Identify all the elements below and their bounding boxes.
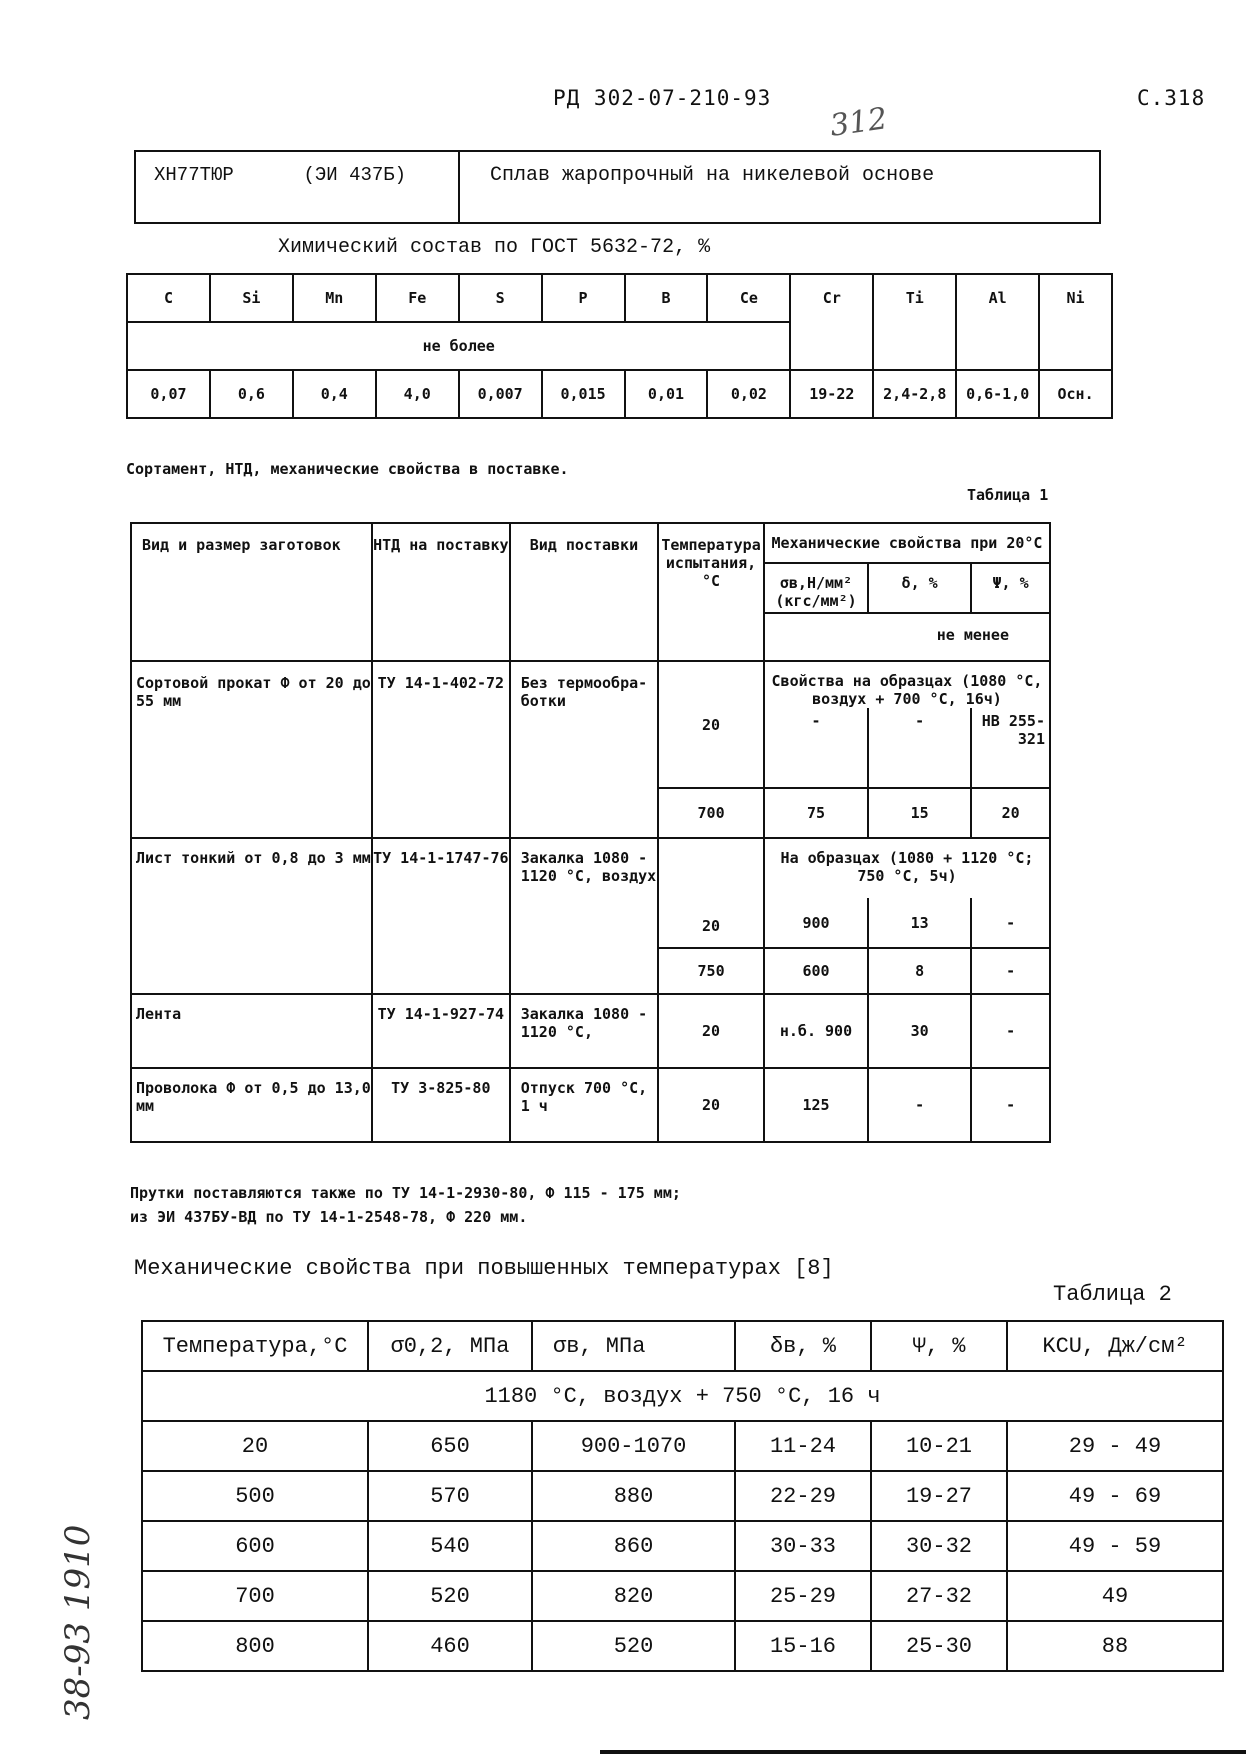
- t2-cell: 860: [532, 1521, 735, 1571]
- t2-cell: 10-21: [871, 1421, 1007, 1471]
- t1-psi: -: [971, 1068, 1050, 1142]
- t1-header-delta: δ, %: [868, 563, 971, 613]
- t1-sigma: -: [764, 708, 868, 788]
- t2-cell: 19-27: [871, 1471, 1007, 1521]
- chem-value: 0,015: [542, 370, 625, 418]
- t2-cell: 650: [368, 1421, 532, 1471]
- t1-header-blank: Вид и размер заготовок: [131, 523, 372, 661]
- t1-blank: Сортовой прокат Ф от 20 до 55 мм: [131, 661, 372, 838]
- t1-kind: Закалка 1080 - 1120 °С, воздух: [510, 838, 658, 994]
- chem-el: Ti: [873, 274, 956, 370]
- t2-cell: 30-32: [871, 1521, 1007, 1571]
- chem-value: 19-22: [790, 370, 873, 418]
- t2-cell: 27-32: [871, 1571, 1007, 1621]
- t1-header-ntd: НТД на поставку: [372, 523, 510, 661]
- chem-el: S: [459, 274, 542, 322]
- t2-header: KCU, Дж/см²: [1007, 1321, 1223, 1371]
- chem-value: 0,01: [625, 370, 708, 418]
- t1-psi: 20: [971, 788, 1050, 838]
- chem-limit-note: не более: [127, 322, 790, 370]
- t2-cell: 460: [368, 1621, 532, 1671]
- chem-value: 0,6: [210, 370, 293, 418]
- chem-el: Cr: [790, 274, 873, 370]
- t1-ntd: ТУ 14-1-927-74: [372, 994, 510, 1068]
- t1-sigma: 600: [764, 948, 868, 994]
- t2-header: Ψ, %: [871, 1321, 1007, 1371]
- t2-cell: 520: [368, 1571, 532, 1621]
- t2-cell: 880: [532, 1471, 735, 1521]
- t1-delta: 13: [868, 898, 971, 948]
- t1-blank: Лист тонкий от 0,8 до 3 мм: [131, 838, 372, 994]
- table2-caption: Механические свойства при повышенных температурах [8]: [134, 1256, 834, 1281]
- chem-value: 0,07: [127, 370, 210, 418]
- t1-min-note: не менее: [764, 613, 1050, 661]
- chem-el: Fe: [376, 274, 459, 322]
- t1-ntd: ТУ 14-1-402-72: [372, 661, 510, 838]
- t1-psi: -: [971, 898, 1050, 948]
- t2-cell: 600: [142, 1521, 368, 1571]
- t1-sigma: 900: [764, 898, 868, 948]
- title-box: [134, 150, 1101, 224]
- chem-el: B: [625, 274, 708, 322]
- t2-cell: 15-16: [735, 1621, 871, 1671]
- table1-label: Таблица 1: [967, 486, 1049, 504]
- t1-kind: Отпуск 700 °С, 1 ч: [510, 1068, 658, 1142]
- document-number: РД 302-07-210-93: [553, 86, 772, 110]
- chem-value: Осн.: [1039, 370, 1112, 418]
- table1-footnote: из ЭИ 437БУ-ВД по ТУ 14-1-2548-78, Ф 220 мм.: [130, 1208, 528, 1226]
- chem-value: 0,02: [707, 370, 790, 418]
- chem-value: 2,4-2,8: [873, 370, 956, 418]
- t2-header: σв, МПа: [532, 1321, 735, 1371]
- chem-value: 0,007: [459, 370, 542, 418]
- t2-cell: 11-24: [735, 1421, 871, 1471]
- t2-cell: 500: [142, 1471, 368, 1521]
- table1: [130, 522, 1051, 1143]
- t1-note: Свойства на образцах (1080 °С, воздух + 700 °С, 16ч): [764, 661, 1050, 708]
- chem-el: Si: [210, 274, 293, 322]
- t2-cell: 49 - 69: [1007, 1471, 1223, 1521]
- t1-temp: 700: [658, 788, 764, 838]
- t1-header-temp: Температура испытания, °С: [658, 523, 764, 661]
- t1-temp: 750: [658, 948, 764, 994]
- alloy-description: Сплав жаропрочный на никелевой основе: [490, 164, 935, 187]
- t1-header-kind: Вид поставки: [510, 523, 658, 661]
- table2-label: Таблица 2: [1053, 1282, 1172, 1307]
- t1-header-psi: Ψ, %: [971, 563, 1050, 613]
- chem-el: C: [127, 274, 210, 322]
- t2-cell: 800: [142, 1621, 368, 1671]
- t1-psi: -: [971, 948, 1050, 994]
- t2-cell: 25-29: [735, 1571, 871, 1621]
- t2-cell: 900-1070: [532, 1421, 735, 1471]
- t2-cell: 570: [368, 1471, 532, 1521]
- t1-temp: 20: [658, 1068, 764, 1142]
- t1-note: На образцах (1080 + 1120 °С; 750 °С, 5ч): [764, 838, 1050, 898]
- t1-ntd: ТУ 14-1-1747-76: [372, 838, 510, 994]
- chem-el: Al: [956, 274, 1039, 370]
- t1-delta: -: [868, 1068, 971, 1142]
- t2-header: Температура,°С: [142, 1321, 368, 1371]
- t1-sigma: 75: [764, 788, 868, 838]
- chem-el: Ce: [707, 274, 790, 322]
- t1-temp: 20: [658, 661, 764, 788]
- table1-footnote: Прутки поставляются также по ТУ 14-1-2930-80, Ф 115 - 175 мм;: [130, 1184, 681, 1202]
- chem-value: 4,0: [376, 370, 459, 418]
- t1-blank: Проволока Ф от 0,5 до 13,0 мм: [131, 1068, 372, 1142]
- t2-cell: 30-33: [735, 1521, 871, 1571]
- t2-header: δв, %: [735, 1321, 871, 1371]
- chem-el: Mn: [293, 274, 376, 322]
- t1-sigma: 125: [764, 1068, 868, 1142]
- chem-caption: Химический состав по ГОСТ 5632-72, %: [278, 236, 711, 259]
- t1-temp: 20: [658, 994, 764, 1068]
- t2-cell: 20: [142, 1421, 368, 1471]
- t1-ntd: ТУ 3-825-80: [372, 1068, 510, 1142]
- t2-cell: 49 - 59: [1007, 1521, 1223, 1571]
- t1-delta: -: [868, 708, 971, 788]
- t2-cell: 49: [1007, 1571, 1223, 1621]
- handwritten-page-number: 312: [827, 101, 890, 144]
- t2-cell: 540: [368, 1521, 532, 1571]
- t2-cell: 25-30: [871, 1621, 1007, 1671]
- t1-header-sigma: σв,Н/мм² (кгс/мм²): [764, 563, 868, 613]
- t2-cell: 29 - 49: [1007, 1421, 1223, 1471]
- chem-el: Ni: [1039, 274, 1112, 370]
- alloy-grade: ХН77ТЮР: [154, 164, 234, 186]
- chem-value: 0,6-1,0: [956, 370, 1039, 418]
- t1-sigma: н.б. 900: [764, 994, 868, 1068]
- page-number: С.318: [1137, 86, 1206, 110]
- t1-kind: Закалка 1080 - 1120 °С,: [510, 994, 658, 1068]
- t2-cell: 700: [142, 1571, 368, 1621]
- chem-el: P: [542, 274, 625, 322]
- t1-delta: 30: [868, 994, 971, 1068]
- t1-kind: Без термообра- ботки: [510, 661, 658, 838]
- chem-table: [126, 273, 1113, 419]
- t2-cell: 520: [532, 1621, 735, 1671]
- t1-psi: -: [971, 994, 1050, 1068]
- t1-delta: 15: [868, 788, 971, 838]
- t1-temp: 20: [658, 838, 764, 948]
- t1-delta: 8: [868, 948, 971, 994]
- t2-cell: 820: [532, 1571, 735, 1621]
- alloy-alias: (ЭИ 437Б): [303, 164, 407, 186]
- t2-condition: 1180 °С, воздух + 750 °С, 16 ч: [142, 1371, 1223, 1421]
- t1-header-mech: Механические свойства при 20°С: [764, 523, 1050, 563]
- t2-header: σ0,2, МПа: [368, 1321, 532, 1371]
- t1-psi: НВ 255- 321: [971, 708, 1050, 788]
- t2-cell: 88: [1007, 1621, 1223, 1671]
- table1-intro: Сортамент, НТД, механические свойства в поставке.: [126, 460, 569, 478]
- chem-value: 0,4: [293, 370, 376, 418]
- handwritten-margin-note: 38-93 1910: [58, 1524, 98, 1720]
- table2: [141, 1320, 1224, 1672]
- t1-blank: Лента: [131, 994, 372, 1068]
- t2-cell: 22-29: [735, 1471, 871, 1521]
- bottom-rule: [600, 1750, 1246, 1754]
